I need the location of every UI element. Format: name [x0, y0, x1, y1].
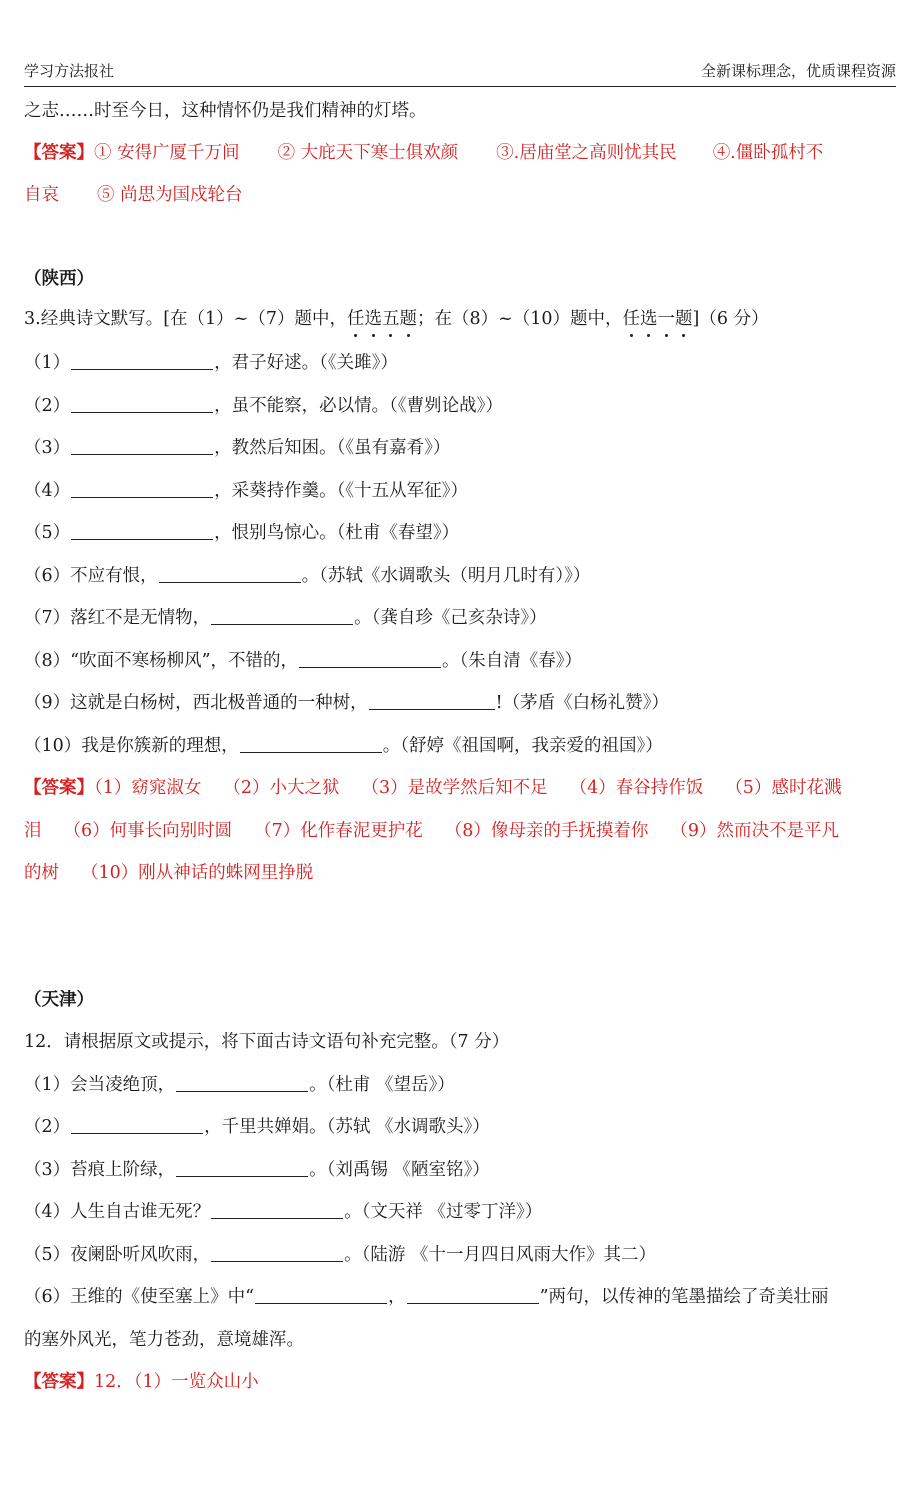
fill-blank[interactable]: [240, 734, 382, 753]
answer-item: 自哀: [24, 185, 59, 205]
emphasis-select-one: 任选一题: [623, 309, 693, 329]
answer-item: ① 安得广厦千万间: [94, 143, 240, 163]
tianjin-item-6-cont: 的塞外风光，笔力苍劲，意境雄浑。: [24, 1330, 304, 1350]
answer-label: 【答案】: [24, 778, 94, 798]
fill-blank[interactable]: [407, 1285, 539, 1304]
shaanxi-item-10: （10）我是你簇新的理想， 。（舒婷《祖国啊，我亲爱的祖国》）: [24, 736, 663, 756]
shaanxi-item-6: （6）不应有恨， 。（苏轼《水调歌头（明月几时有）》）: [24, 566, 591, 586]
region-heading-shaanxi: （陕西）: [24, 269, 94, 289]
tianjin-item-5: （5）夜阑卧听风吹雨， 。（陆游 《十一月四日风雨大作》其二）: [24, 1245, 656, 1265]
shaanxi-answer-line-2: 泪 （6）何事长向别时圆 （7）化作春泥更护花 （8）像母亲的手抚摸着你 （9）然而决不是平凡: [24, 821, 840, 841]
fill-blank[interactable]: [71, 479, 213, 498]
question-text: ；在（8）~（10）题中，: [416, 309, 623, 329]
shaanxi-item-1: （1） ，君子好逑。（《关雎》）: [24, 353, 398, 373]
shaanxi-answer-line-3: 的树 （10）刚从神话的蛛网里挣脱: [24, 863, 314, 883]
fill-blank[interactable]: [211, 606, 353, 625]
shaanxi-answer-line-1: 【答案】（1）窈窕淑女 （2）小大之狱 （3）是故学然后知不足 （4）春谷持作饭 （5）感时花溅: [24, 778, 842, 798]
fill-blank[interactable]: [255, 1285, 387, 1304]
shaanxi-item-9: （9）这就是白杨树，西北极普通的一种树， !（茅盾《白杨礼赞》）: [24, 693, 669, 713]
tianjin-answer: 【答案】12．（1）一览众山小: [24, 1372, 259, 1392]
answer-item: ③.居庙堂之高则忧其民: [496, 143, 677, 163]
question-text: ]（6 分）: [692, 309, 769, 329]
fill-blank[interactable]: [299, 649, 441, 668]
header-publisher: 学习方法报社: [24, 62, 115, 80]
tianjin-question: 12．请根据原文或提示，将下面古诗文语句补充完整。（7 分）: [24, 1032, 510, 1052]
tianjin-item-2: （2） ，千里共婵娟。（苏轼 《水调歌头》）: [24, 1117, 490, 1137]
fill-blank[interactable]: [71, 1115, 203, 1134]
fill-blank[interactable]: [176, 1073, 308, 1092]
shaanxi-item-7: （7）落红不是无情物， 。（龚自珍《己亥杂诗》）: [24, 608, 547, 628]
fill-blank[interactable]: [369, 691, 495, 710]
answer-label: 【答案】: [24, 143, 94, 163]
top-text-line: 之志……时至今日，这种情怀仍是我们精神的灯塔。: [24, 101, 427, 121]
shaanxi-item-2: （2） ，虽不能察，必以情。（《曹刿论战》）: [24, 396, 503, 416]
fill-blank[interactable]: [176, 1158, 308, 1177]
fill-blank[interactable]: [71, 436, 213, 455]
fill-blank[interactable]: [211, 1243, 343, 1262]
region-heading-tianjin: （天津）: [24, 990, 94, 1010]
fill-blank[interactable]: [71, 351, 213, 370]
tianjin-item-6: （6）王维的《使至塞上》中“ ， ”两句，以传神的笔墨描绘了奇美壮丽: [24, 1287, 829, 1307]
question-text: 3.经典诗文默写。[在（1）~（7）题中，: [24, 309, 347, 329]
shaanxi-item-8: （8）“吹面不寒杨柳风”，不错的， 。（朱自清《春》）: [24, 651, 583, 671]
shaanxi-item-3: （3） ，教然后知困。（《虽有嘉肴》）: [24, 438, 451, 458]
tianjin-item-4: （4）人生自古谁无死？ 。（文天祥 《过零丁洋》）: [24, 1202, 543, 1222]
fill-blank[interactable]: [211, 1200, 343, 1219]
answer-item: ④.僵卧孤村不: [712, 143, 824, 163]
tianjin-item-1: （1）会当凌绝顶， 。（杜甫 《望岳》）: [24, 1075, 455, 1095]
answer-1-line-2: [24, 182, 898, 208]
fill-blank[interactable]: [159, 564, 301, 583]
page-header: [24, 60, 896, 87]
header-slogan: 全新课标理念，优质课程资源: [700, 62, 896, 80]
answer-item: ⑤ 尚思为国戍轮台: [97, 185, 243, 205]
answer-1-line-1: [24, 140, 898, 166]
tianjin-item-3: （3）苔痕上阶绿， 。（刘禹锡 《陋室铭》）: [24, 1160, 490, 1180]
shaanxi-question: [24, 306, 898, 332]
answer-item: ② 大庇天下寒士俱欢颜: [277, 143, 459, 163]
shaanxi-item-4: （4） ，采葵持作羹。（《十五从军征》）: [24, 481, 468, 501]
fill-blank[interactable]: [71, 394, 213, 413]
emphasis-select-five: 任选五题: [347, 309, 417, 329]
fill-blank[interactable]: [71, 521, 213, 540]
answer-label: 【答案】: [24, 1372, 94, 1392]
shaanxi-item-5: （5） ，恨别鸟惊心。（杜甫《春望》）: [24, 523, 460, 543]
